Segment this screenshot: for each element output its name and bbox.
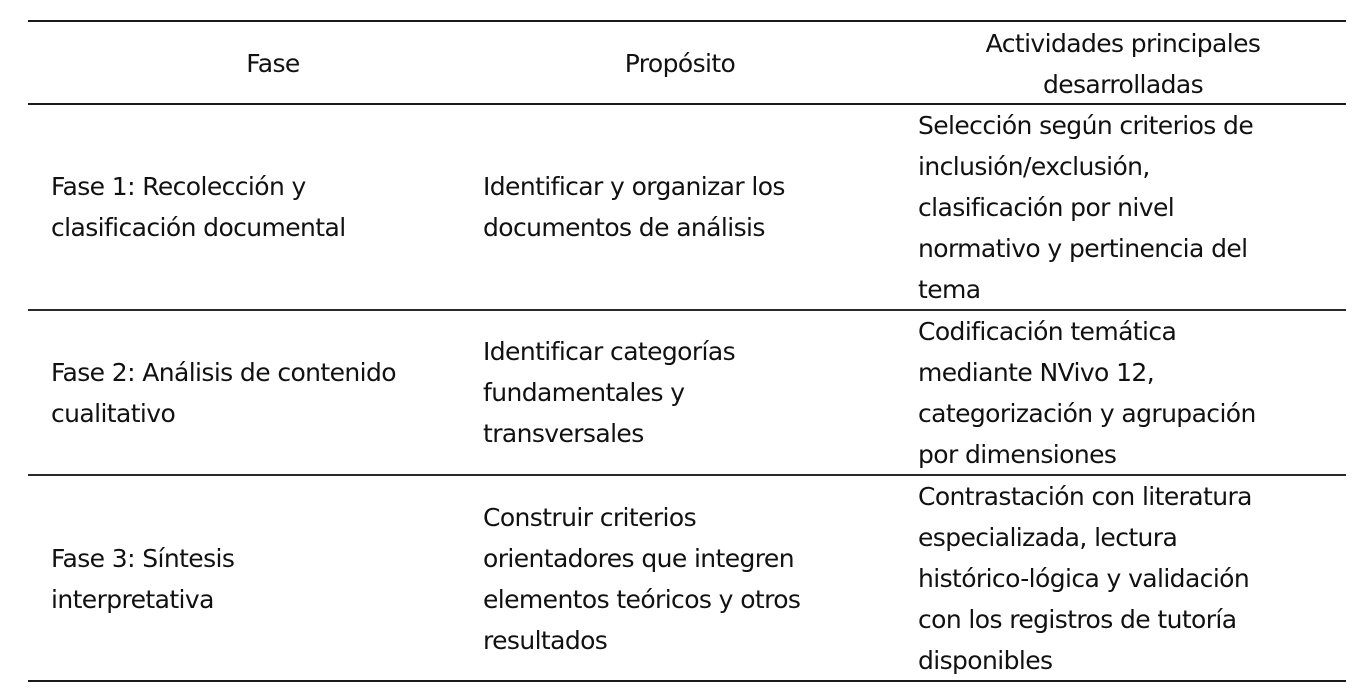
- cell-fase: Fase 1: Recolección y clasificación documental: [51, 172, 346, 242]
- cell-actividades: Selección según criterios de inclusión/exclusión, clasificación por nivel normativo y pertinencia del tema: [918, 111, 1254, 304]
- cell-fase: Fase 3: Síntesis interpretativa: [51, 544, 235, 614]
- cell-actividades: Codificación temática mediante NVivo 12, categorización y agrupación por dimensiones: [918, 317, 1256, 469]
- header-proposito: Propósito: [624, 48, 736, 78]
- cell-proposito: Identificar y organizar los documentos de análisis: [483, 172, 785, 242]
- cell-fase: Fase 2: Análisis de contenido cualitativo: [51, 358, 396, 428]
- cell-actividades: Contrastación con literatura especializada, lectura histórico-lógica y validación con los registros de tutoría disponibles: [918, 482, 1252, 675]
- header-fase: Fase: [246, 48, 300, 78]
- cell-proposito: Construir criterios orientadores que integren elementos teóricos y otros resultados: [483, 503, 801, 655]
- header-actividades: Actividades principales desarrolladas: [985, 29, 1261, 99]
- cell-proposito: Identificar categorías fundamentales y transversales: [483, 337, 736, 448]
